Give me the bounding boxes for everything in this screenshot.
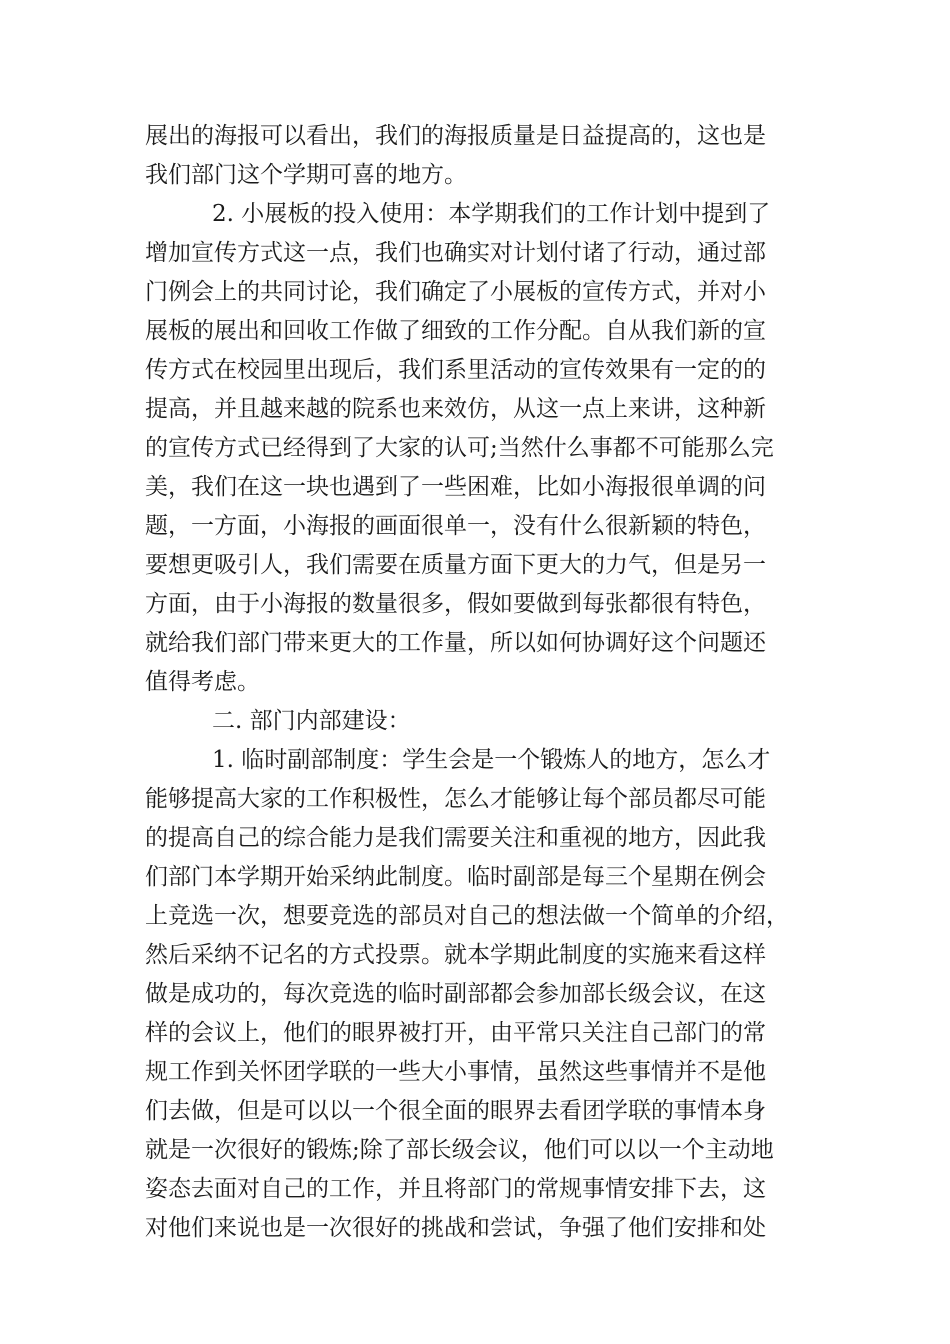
body-text-line: 对他们来说也是一次很好的挑战和尝试，争强了他们安排和处 <box>145 1215 766 1241</box>
body-text-line: 方面，由于小海报的数量很多，假如要做到每张都很有特色， <box>145 591 766 617</box>
body-text-line: 然后采纳不记名的方式投票。就本学期此制度的实施来看这样 <box>145 942 766 968</box>
body-text-line: 值得考虑。 <box>145 669 260 695</box>
body-text-line: 1. 临时副部制度：学生会是一个锻炼人的地方，怎么才 <box>212 747 771 773</box>
body-text-line: 就给我们部门带来更大的工作量，所以如何协调好这个问题还 <box>145 630 766 656</box>
body-text-line: 增加宣传方式这一点，我们也确实对计划付诸了行动，通过部 <box>145 240 766 266</box>
body-text-line: 上竞选一次，想要竞选的部员对自己的想法做一个简单的介绍， <box>145 903 789 929</box>
body-text-line: 题，一方面，小海报的画面很单一，没有什么很新颖的特色， <box>145 513 766 539</box>
body-text-line: 2. 小展板的投入使用：本学期我们的工作计划中提到了 <box>212 201 771 227</box>
body-text-line: 美，我们在这一块也遇到了一些困难，比如小海报很单调的问 <box>145 474 766 500</box>
body-text-line: 样的会议上，他们的眼界被打开，由平常只关注自己部门的常 <box>145 1020 766 1046</box>
body-text-line: 提高，并且越来越的院系也来效仿，从这一点上来讲，这种新 <box>145 396 766 422</box>
body-text-line: 姿态去面对自己的工作，并且将部门的常规事情安排下去，这 <box>145 1176 766 1202</box>
section-heading: 二. 部门内部建设： <box>212 708 411 734</box>
body-text-line: 我们部门这个学期可喜的地方。 <box>145 162 467 188</box>
body-text-line: 要想更吸引人，我们需要在质量方面下更大的力气，但是另一 <box>145 552 766 578</box>
body-text-line: 传方式在校园里出现后，我们系里活动的宣传效果有一定的的 <box>145 357 766 383</box>
body-text-line: 展板的展出和回收工作做了细致的工作分配。自从我们新的宣 <box>145 318 766 344</box>
body-text-line: 们去做，但是可以以一个很全面的眼界去看团学联的事情本身 <box>145 1098 766 1124</box>
body-text-line: 们部门本学期开始采纳此制度。临时副部是每三个星期在例会 <box>145 864 766 890</box>
body-text-line: 展出的海报可以看出，我们的海报质量是日益提高的，这也是 <box>145 123 766 149</box>
body-text-line: 的提高自己的综合能力是我们需要关注和重视的地方，因此我 <box>145 825 766 851</box>
body-text-line: 能够提高大家的工作积极性，怎么才能够让每个部员都尽可能 <box>145 786 766 812</box>
body-text-line: 做是成功的，每次竞选的临时副部都会参加部长级会议，在这 <box>145 981 766 1007</box>
body-text-line: 规工作到关怀团学联的一些大小事情，虽然这些事情并不是他 <box>145 1059 766 1085</box>
body-text-line: 的宣传方式已经得到了大家的认可;当然什么事都不可能那么完 <box>145 435 774 461</box>
body-text-line: 就是一次很好的锻炼;除了部长级会议，他们可以以一个主动地 <box>145 1137 774 1163</box>
body-text-line: 门例会上的共同讨论，我们确定了小展板的宣传方式，并对小 <box>145 279 766 305</box>
